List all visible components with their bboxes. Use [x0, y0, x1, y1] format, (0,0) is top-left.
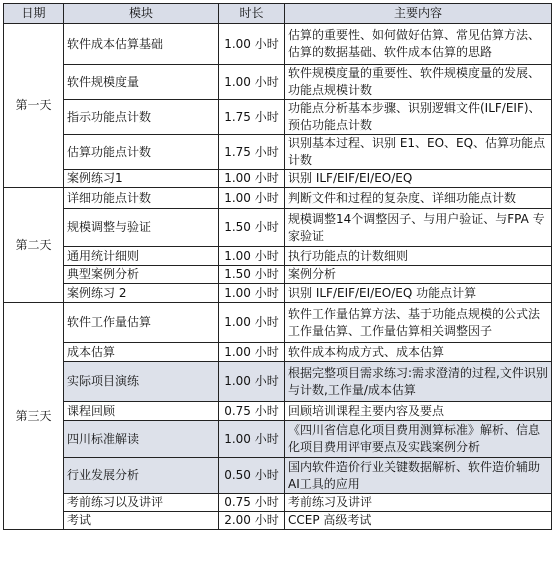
course-schedule-table: [3, 3, 552, 530]
table-row: [4, 100, 552, 135]
table-row: [4, 362, 552, 402]
duration-cell: 1.75 小时: [219, 100, 285, 135]
table-row: [4, 65, 552, 100]
duration-cell: 0.75 小时: [219, 402, 285, 421]
duration-cell: 1.00 小时: [219, 343, 285, 362]
schedule-body: [4, 24, 552, 530]
module-cell: 软件成本估算基础: [64, 24, 219, 65]
table-row: [4, 303, 552, 343]
table-row: [4, 494, 552, 512]
module-cell: 指示功能点计数: [64, 100, 219, 135]
module-cell: 典型案例分析: [64, 266, 219, 284]
duration-cell: 1.00 小时: [219, 421, 285, 458]
content-cell: 国内软件造价行业关键数据解析、软件造价辅助AI工具的应用: [285, 458, 552, 494]
module-cell: 通用统计细则: [64, 247, 219, 266]
module-cell: 软件工作量估算: [64, 303, 219, 343]
duration-cell: 1.00 小时: [219, 284, 285, 303]
module-cell: 四川标准解读: [64, 421, 219, 458]
module-cell: 实际项目演练: [64, 362, 219, 402]
table-row: [4, 247, 552, 266]
day-label: 第二天: [4, 188, 64, 303]
module-cell: 课程回顾: [64, 402, 219, 421]
duration-cell: 0.75 小时: [219, 494, 285, 512]
duration-cell: 1.00 小时: [219, 170, 285, 188]
header-duration: 时长: [219, 4, 285, 24]
module-cell: 估算功能点计数: [64, 135, 219, 170]
content-cell: 规模调整14个调整因子、与用户验证、与FPA 专家验证: [285, 209, 552, 247]
duration-cell: 1.00 小时: [219, 24, 285, 65]
module-cell: 规模调整与验证: [64, 209, 219, 247]
content-cell: 考前练习及讲评: [285, 494, 552, 512]
duration-cell: 1.50 小时: [219, 209, 285, 247]
table-row: [4, 421, 552, 458]
content-cell: 估算的重要性、如何做好估算、常见估算方法、估算的数据基础、软件成本估算的思路: [285, 24, 552, 65]
duration-cell: 1.00 小时: [219, 247, 285, 266]
content-cell: CCEP 高级考试: [285, 512, 552, 530]
content-cell: 执行功能点的计数细则: [285, 247, 552, 266]
module-cell: 详细功能点计数: [64, 188, 219, 209]
content-cell: 识别 ILF/EIF/EI/EO/EQ: [285, 170, 552, 188]
table-row: [4, 402, 552, 421]
content-cell: 功能点分析基本步骤、识别逻辑文件(ILF/EIF)、预估功能点计数: [285, 100, 552, 135]
content-cell: 案例分析: [285, 266, 552, 284]
module-cell: 案例练习 2: [64, 284, 219, 303]
duration-cell: 1.75 小时: [219, 135, 285, 170]
content-cell: 根据完整项目需求练习:需求澄清的过程,文件识别与计数,工作量/成本估算: [285, 362, 552, 402]
content-cell: 软件成本构成方式、成本估算: [285, 343, 552, 362]
table-row: [4, 135, 552, 170]
content-cell: 软件规模度量的重要性、软件规模度量的发展、功能点规模计数: [285, 65, 552, 100]
duration-cell: 1.00 小时: [219, 362, 285, 402]
table-row: [4, 170, 552, 188]
duration-cell: 1.00 小时: [219, 65, 285, 100]
content-cell: 《四川省信息化项目费用测算标准》解析、信息化项目费用评审要点及实践案例分析: [285, 421, 552, 458]
header-row: [4, 4, 552, 24]
table-row: [4, 343, 552, 362]
table-row: [4, 284, 552, 303]
content-cell: 识别 ILF/EIF/EI/EO/EQ 功能点计算: [285, 284, 552, 303]
duration-cell: 0.50 小时: [219, 458, 285, 494]
module-cell: 软件规模度量: [64, 65, 219, 100]
content-cell: 回顾培训课程主要内容及要点: [285, 402, 552, 421]
module-cell: 考前练习以及讲评: [64, 494, 219, 512]
table-row: [4, 24, 552, 65]
duration-cell: 1.50 小时: [219, 266, 285, 284]
table-row: [4, 458, 552, 494]
content-cell: 判断文件和过程的复杂度、详细功能点计数: [285, 188, 552, 209]
module-cell: 行业发展分析: [64, 458, 219, 494]
day-label: 第三天: [4, 303, 64, 530]
day-label: 第一天: [4, 24, 64, 188]
module-cell: 案例练习1: [64, 170, 219, 188]
content-cell: 识别基本过程、识别 E1、EO、EQ、估算功能点计数: [285, 135, 552, 170]
module-cell: 考试: [64, 512, 219, 530]
content-cell: 软件工作量估算方法、基于功能点规模的公式法工作量估算、工作量估算相关调整因子: [285, 303, 552, 343]
duration-cell: 1.00 小时: [219, 303, 285, 343]
header-date: 日期: [4, 4, 64, 24]
module-cell: 成本估算: [64, 343, 219, 362]
table-row: [4, 209, 552, 247]
duration-cell: 1.00 小时: [219, 188, 285, 209]
table-row: [4, 266, 552, 284]
header-module: 模块: [64, 4, 219, 24]
table-row: [4, 512, 552, 530]
duration-cell: 2.00 小时: [219, 512, 285, 530]
table-row: [4, 188, 552, 209]
header-content: 主要内容: [285, 4, 552, 24]
